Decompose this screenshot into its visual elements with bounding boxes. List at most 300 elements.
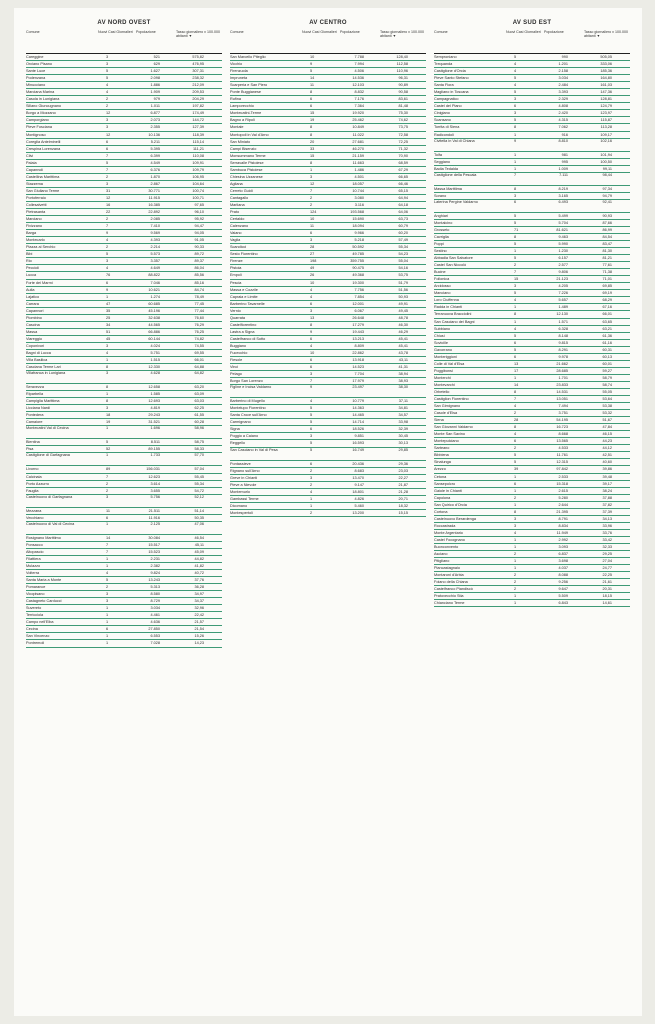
cell-popolazione: 4.826 [354,496,364,501]
cell-popolazione: 12.315 [556,460,568,465]
cell-nuovi-casi: 28 [514,418,519,423]
cell-popolazione: 30.084 [148,535,160,540]
cell-tasso: 55,45 [194,474,204,479]
cell-tasso: 101,94 [600,152,612,157]
table-row [434,290,630,297]
cell-popolazione: 1.627 [150,69,160,74]
cell-popolazione: 12.330 [148,365,160,370]
cell-tasso: 68,59 [398,160,408,165]
cell-comune: Asciano [434,552,448,557]
cell-comune: Massa e Cozzile [230,287,258,292]
cell-comune: Montaroni d'Arbia [434,573,464,578]
cell-comune: Terricciola [26,613,44,618]
cell-comune: Sarteano [434,446,450,451]
cell-comune: Castiglione di Garfagnana [26,453,70,458]
cell-popolazione: 3.093 [558,545,568,549]
cell-tasso: 87,66 [602,220,612,225]
cell-comune: Santa Fiora [434,83,454,88]
cell-comune: Bibbiena [434,453,449,458]
cell-comune: Peccioli [26,266,40,271]
table-row [434,417,630,424]
cell-nuovi-casi: 12 [310,181,315,186]
cell-tasso: 60,28 [194,420,204,425]
cell-tasso: 61,36 [602,333,612,338]
cell-tasso: 29,36 [398,461,408,466]
cell-nuovi-casi: 26 [310,273,315,278]
table-row [26,612,222,619]
cell-nuovi-casi: 15 [310,111,315,116]
cell-nuovi-casi: 3 [106,592,109,597]
cell-comune: Rosignano Marittimo [26,535,61,540]
cell-popolazione: 21.159 [352,153,364,158]
cell-nuovi-casi: 1 [514,601,517,606]
cell-tasso: 21,54 [194,627,204,632]
table-row [230,110,426,117]
table-row [26,89,222,96]
cell-popolazione: 10.849 [352,125,364,130]
cell-nuovi-casi: 3 [514,97,517,102]
cell-popolazione: 6.837 [558,552,568,557]
table-row [434,304,630,311]
cell-popolazione: 9.569 [150,231,160,236]
table-row [434,586,630,593]
cell-nuovi-casi: 5 [514,76,517,81]
cell-popolazione: 18.094 [352,224,364,229]
cell-tasso: 64,06 [398,210,408,215]
cell-nuovi-casi: 4 [514,83,517,88]
cell-tasso: 76,60 [194,315,204,320]
table-row [434,445,630,452]
table-row [434,234,630,241]
cell-comune: Montemurlo [230,489,251,494]
table-row [26,556,222,563]
cell-popolazione: 2.355 [150,125,160,130]
cell-comune: Pietrasanta [26,210,46,215]
table-row [26,195,222,202]
cell-popolazione: 10.136 [148,132,160,137]
cell-comune: Santa Maria a Monte [26,578,62,583]
cell-popolazione: 7.494 [558,404,568,409]
cell-nuovi-casi: 8 [514,186,517,191]
cell-comune: Carrara [26,301,39,306]
cell-nuovi-casi: 5 [310,420,313,425]
cell-nuovi-casi: 8 [310,132,313,137]
cell-comune: Radicondoli [434,132,454,137]
table-row [26,605,222,612]
cell-tasso: 27,04 [602,559,612,564]
cell-nuovi-casi: 4 [514,404,517,409]
cell-nuovi-casi: 1 [106,521,109,526]
cell-tasso: 77,44 [194,308,204,313]
cell-popolazione: 5.756 [150,494,160,499]
cell-nuovi-casi: 8 [514,509,517,514]
cell-comune: Certaldo [230,217,245,222]
table-row [434,509,630,516]
cell-tasso: 55,34 [194,481,204,486]
cell-popolazione: 13.213 [352,336,364,341]
cell-comune: Civitella in Val di Chiana [434,138,475,143]
cell-comune: Coponivori [26,343,45,348]
cell-nuovi-casi: 3 [106,125,109,130]
cell-nuovi-casi: 1 [514,375,517,380]
table-row [26,350,222,357]
table-row [230,167,426,174]
table-row [434,551,630,558]
cell-popolazione: 9.256 [558,580,568,585]
cell-popolazione: 4.205 [558,284,568,289]
cell-popolazione: 1.489 [558,305,568,310]
table-row [26,146,222,153]
cell-tasso: 64,94 [398,195,408,200]
table-row [230,216,426,223]
cell-nuovi-casi: 4 [514,326,517,331]
table-row [26,549,222,556]
cell-tasso: 45,11 [194,542,204,547]
cell-tasso: 86,99 [602,227,612,232]
cell-comune: Cinigiano [434,111,450,116]
cell-tasso: 161,03 [600,83,612,88]
cell-comune: Laterina Pergine Valdarno [434,199,478,204]
section-title: AV CENTRO [309,20,347,26]
cell-popolazione: 8.291 [558,347,568,352]
cell-tasso: 62,25 [194,406,204,411]
cell-popolazione: 10.744 [352,188,364,193]
table-row [230,329,426,336]
cell-popolazione: 1.886 [150,83,160,88]
cell-tasso: 81,21 [602,256,612,261]
cell-nuovi-casi: 1 [310,503,313,508]
cell-comune: San Quirico d'Orcia [434,502,467,507]
cell-popolazione: 5.218 [354,238,364,243]
cell-tasso: 34,57 [398,413,408,418]
cell-comune: Lamporecchio [230,104,254,109]
cell-popolazione: 11.022 [352,132,364,137]
cell-popolazione: 6.157 [558,256,568,261]
cell-popolazione: 9.147 [354,482,364,487]
cell-nuovi-casi: 2 [106,488,109,493]
cell-nuovi-casi: 12 [106,111,111,116]
table-row [434,368,630,375]
table-row [434,319,630,326]
cell-popolazione: 16.749 [352,447,364,452]
cell-comune: Siena [434,418,444,423]
cell-nuovi-casi: 1 [514,166,517,171]
cell-popolazione: 8.580 [150,592,160,597]
cell-comune: Massa Marittima [434,186,462,191]
cell-tasso: 197,82 [192,104,204,109]
cell-comune: Villa Basilica [26,358,48,363]
cell-nuovi-casi: 11 [106,508,110,513]
cell-tasso: 77,61 [602,263,612,268]
cell-popolazione: 6.843 [558,601,568,606]
table-row [230,510,426,517]
cell-tasso: 54,72 [194,488,204,493]
cell-nuovi-casi: 3 [106,55,109,59]
cell-popolazione: 8.088 [558,573,568,578]
cell-popolazione: 7.854 [354,294,364,299]
cell-popolazione: 3.698 [558,559,568,564]
table-row [26,481,222,488]
cell-comune: Agliana [230,181,243,186]
table-row [230,103,426,110]
cell-comune: San Miniato [230,139,251,144]
cell-nuovi-casi: 5 [514,213,517,218]
header-popolazione: Popolazione [136,30,156,34]
cell-tasso: 90,58 [398,90,408,95]
cell-popolazione: 49.785 [352,252,364,257]
cell-comune: Pieve Santo Stefano [434,76,469,81]
cell-tasso: 66,01 [602,312,612,317]
table-row [230,294,426,301]
cell-tasso: 66,01 [194,358,204,363]
cell-nuovi-casi: 8 [514,234,517,239]
table-row [230,61,426,68]
cell-popolazione: 45.196 [148,308,160,313]
cell-nuovi-casi: 4 [514,298,517,303]
table-body [434,54,630,607]
table-row [434,326,630,333]
header-tasso: Tasso giornaliero x 100.000 abitanti ▼ [380,30,424,38]
cell-tasso: 109,17 [600,132,612,137]
cell-comune: Fivizzano [26,224,43,229]
table-row [434,600,630,607]
table-row [26,439,222,446]
cell-nuovi-casi: 1 [106,358,109,363]
table-row [26,174,222,181]
cell-comune: Castelnuovo di Val di Cecina [26,521,75,526]
cell-tasso: 38,94 [398,372,408,377]
cell-tasso: 21,87 [398,482,408,487]
cell-popolazione: 8.729 [150,599,160,604]
table-row [230,385,426,398]
cell-nuovi-casi: 2 [106,97,109,102]
table-row [230,195,426,202]
cell-nuovi-casi: 7 [514,397,517,402]
cell-tasso: 45,09 [194,549,204,554]
table-row [434,152,630,159]
cell-comune: Loro Ciuffenna [434,298,459,303]
cell-popolazione: 21.395 [556,509,568,514]
cell-tasso: 34,97 [194,592,204,597]
cell-tasso: 102,16 [600,138,612,143]
table-row [434,220,630,227]
table-row [26,522,222,535]
cell-tasso: 51,14 [194,508,204,513]
cell-nuovi-casi: 2 [514,495,517,500]
table-row [230,153,426,160]
cell-nuovi-casi: 6 [106,139,109,144]
cell-nuovi-casi: 15 [514,277,519,282]
cell-popolazione: 44.565 [148,322,160,327]
cell-comune: Monsummano Terme [230,153,266,158]
cell-popolazione: 17.979 [352,379,364,384]
cell-nuovi-casi: 5 [106,440,109,445]
cell-nuovi-casi: 2 [106,174,109,179]
cell-tasso: 99,11 [602,166,612,171]
table-row [230,433,426,440]
cell-nuovi-casi: 6 [310,427,313,432]
cell-nuovi-casi: 3 [310,174,313,179]
cell-nuovi-casi: 27 [310,252,315,257]
cell-popolazione: 8.834 [558,523,568,528]
cell-comune: Monterchi [434,375,451,380]
cell-tasso: 476,95 [192,62,204,67]
cell-nuovi-casi: 49 [310,266,315,271]
cell-tasso: 41,31 [398,365,408,370]
cell-nuovi-casi: 3 [310,238,313,243]
table-row [434,382,630,389]
table-row [434,558,630,565]
table-row [434,283,630,290]
cell-tasso: 64,88 [194,365,204,370]
table-row [434,227,630,234]
cell-nuovi-casi: 2 [514,552,517,557]
cell-nuovi-casi: 8 [310,322,313,327]
table-row [26,75,222,82]
table-row [230,251,426,258]
table-row [434,213,630,220]
cell-tasso: 37,82 [602,502,612,507]
table-row [26,132,222,139]
cell-comune: San Giuliano Terme [26,188,60,193]
cell-tasso: 49,91 [398,301,408,306]
cell-nuovi-casi: 3 [106,62,109,67]
cell-tasso: 67,29 [398,167,408,172]
cell-popolazione: 1.696 [150,426,160,431]
cell-nuovi-casi: 8 [106,385,109,390]
cell-comune: Firenzuola [230,69,248,74]
cell-nuovi-casi: 4 [106,571,109,575]
cell-comune: Crespina Lorenzana [26,146,61,151]
cell-popolazione: 4.628 [150,371,160,376]
cell-nuovi-casi: 17 [514,368,519,373]
table-row [434,389,630,396]
cell-comune: Chianciano Terme [434,601,465,606]
cell-comune: Piombino [26,315,42,320]
cell-comune: Mezzana [26,508,42,513]
table-row [26,103,222,110]
cell-comune: Casola in Lunigiana [26,97,60,102]
table-row [434,488,630,495]
cell-nuovi-casi: 4 [514,530,517,535]
table-row [434,375,630,382]
cell-popolazione: 29.243 [148,413,160,418]
table-row [230,496,426,503]
cell-tasso: 57,04 [194,467,204,472]
cell-comune: Bientina [26,440,40,445]
cell-popolazione: 28.685 [556,368,568,373]
cell-nuovi-casi: 198 [310,259,317,264]
cell-popolazione: 14.531 [556,389,568,394]
cell-tasso: 74,55 [194,343,204,348]
cell-comune: Portoferraio [26,195,46,200]
cell-popolazione: 21.662 [556,361,568,366]
cell-comune: Sovicille [434,340,448,345]
header-comune: Comune [434,30,448,34]
cell-popolazione: 629 [153,62,160,67]
table-row [26,384,222,391]
table-row [434,54,630,61]
table-row [26,364,222,371]
cell-comune: Volterra [26,571,40,575]
table-row [434,354,630,361]
cell-tasso: 44,82 [194,556,204,561]
cell-comune: Cortona [434,509,448,514]
table-row [434,396,630,403]
cell-popolazione: 32.638 [148,315,160,320]
cell-nuovi-casi: 14 [106,535,111,540]
table-header [434,28,630,54]
cell-comune: Castiglione d'Orcia [434,69,466,74]
cell-tasso: 81,30 [602,249,612,254]
cell-tasso: 174,49 [192,111,204,116]
cell-popolazione: 18.801 [352,489,364,494]
cell-comune: Dicomano [230,503,248,508]
cell-popolazione: 13.200 [352,510,364,515]
cell-tasso: 60,01 [602,361,612,366]
table-row [434,110,630,117]
cell-tasso: 63,73 [398,217,408,222]
cell-comune: Cantagallo [230,195,249,200]
cell-nuovi-casi: 7 [106,153,109,158]
cell-comune: Gavorrano [434,347,452,352]
cell-tasso: 44,23 [602,439,612,444]
cell-comune: Empoli [230,273,242,278]
table-row [434,132,630,139]
cell-nuovi-casi: 6 [514,340,517,345]
cell-comune: San Casciano dei Bagni [434,319,475,324]
table-body [26,54,222,648]
cell-popolazione: 7.062 [558,125,568,130]
cell-nuovi-casi: 2 [514,263,517,268]
table-row [26,258,222,265]
cell-nuovi-casi: 18 [106,413,111,418]
cell-nuovi-casi: 3 [106,406,109,411]
cell-tasso: 63,03 [194,399,204,404]
cell-nuovi-casi: 5 [514,55,517,59]
cell-comune: Scarperia e San Piero [230,83,268,88]
header-tasso: Tasso giornaliero x 100.000 abitanti ▼ [176,30,220,38]
cell-comune: Montalcino [434,220,453,225]
cell-comune: Arezzo [434,467,446,472]
table-row [434,89,630,96]
table-row [26,466,222,473]
cell-popolazione: 7.364 [354,104,364,109]
cell-nuovi-casi: 25 [106,315,111,320]
cell-comune: Vecchiano [26,515,44,520]
cell-comune: Bucine [434,270,446,275]
table-av-nord-ovest [26,18,222,648]
cell-comune: Pistoia [230,266,242,271]
table-row [26,391,222,398]
cell-popolazione: 7.756 [354,287,364,292]
cell-tasso: 81,48 [398,104,408,109]
cell-tasso: 45,41 [398,343,408,348]
cell-popolazione: 15.517 [148,542,160,547]
table-row [434,96,630,103]
cell-tasso: 575,82 [192,55,204,59]
table-row [26,251,222,258]
table-row [434,347,630,354]
table-row [26,591,222,598]
cell-popolazione: 18.057 [352,181,364,186]
cell-popolazione: 3.034 [558,76,568,81]
cell-comune: Piazza al Serchio [26,245,56,250]
table-row [230,68,426,75]
cell-comune: Buggiano [230,343,247,348]
cell-comune: Montecatini-Terme [230,111,262,116]
table-row [26,68,222,75]
